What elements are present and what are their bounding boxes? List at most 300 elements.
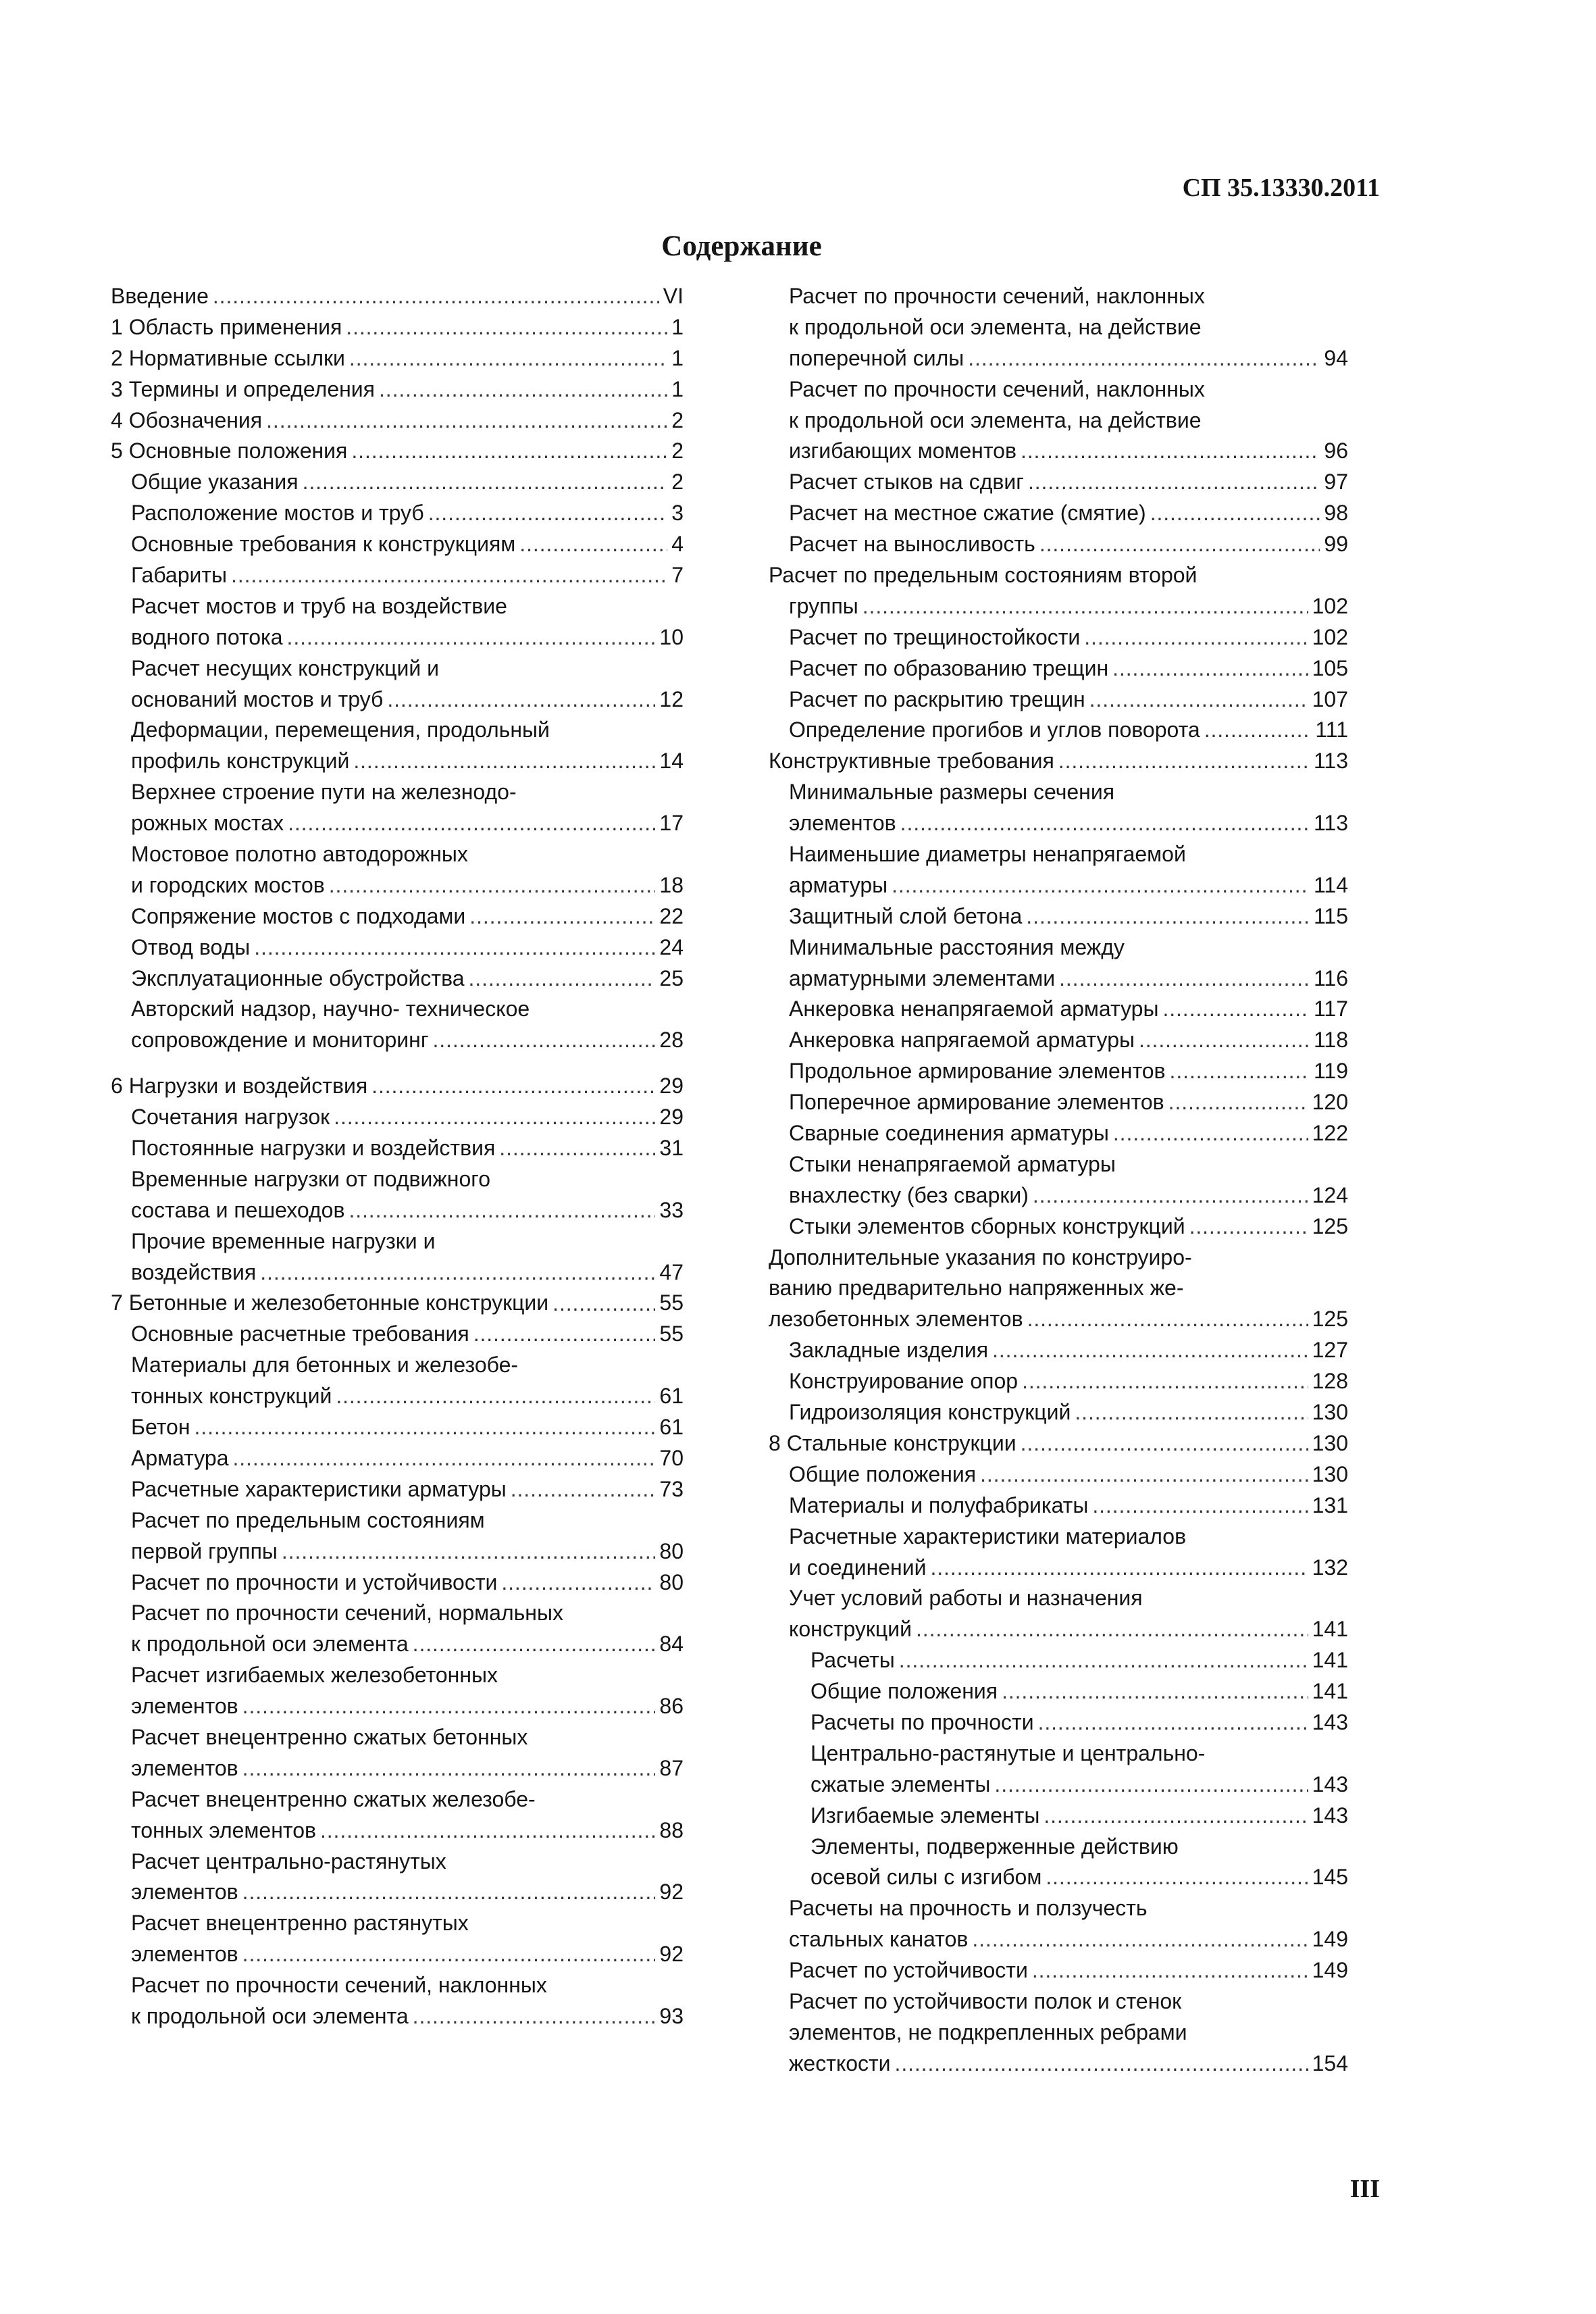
toc-leader-dots xyxy=(334,1102,655,1133)
toc-entry-title: элементов, не подкрепленных ребрами xyxy=(789,2019,1187,2044)
toc-entry xyxy=(769,715,1348,746)
toc-entry-title: Расчет по трещиностойкости xyxy=(789,624,1081,649)
toc-entry-page: 128 xyxy=(1312,1369,1348,1394)
toc-entry-page: 2 xyxy=(671,407,684,432)
toc-entry-title: лезобетонных элементов xyxy=(769,1307,1023,1332)
toc-entry-page: 1 xyxy=(671,376,684,401)
toc-entry-title: Продольное армирование элементов xyxy=(789,1059,1166,1084)
toc-entry-title: Прочие временные нагрузки и xyxy=(131,1228,436,1253)
toc-entry-title: Расчет по прочности сечений, наклонных xyxy=(789,376,1205,401)
toc-entry-title: Анкеровка напрягаемой арматуры xyxy=(789,1028,1135,1053)
toc-entry-title: Поперечное армирование элементов xyxy=(789,1090,1164,1115)
toc-entry xyxy=(111,963,684,995)
toc-entry xyxy=(769,281,1348,312)
toc-entry xyxy=(111,1536,684,1567)
toc-leader-dots xyxy=(469,963,656,995)
toc-entry xyxy=(111,1102,684,1133)
toc-leader-dots xyxy=(1170,1056,1310,1087)
toc-leader-dots xyxy=(1113,1118,1308,1149)
toc-entry xyxy=(769,1459,1348,1490)
toc-entry xyxy=(769,684,1348,715)
toc-leader-dots xyxy=(1092,1490,1308,1521)
toc-entry-page: 105 xyxy=(1312,655,1348,680)
toc-entry xyxy=(111,1195,684,1226)
toc-entry-title: группы xyxy=(789,593,858,618)
toc-entry xyxy=(111,1753,684,1784)
toc-entry-page: 18 xyxy=(659,872,684,897)
toc-entry-title: Стыки ненапрягаемой арматуры xyxy=(789,1151,1116,1176)
toc-entry-page: 97 xyxy=(1324,470,1348,495)
toc-entry-title: 2 Нормативные ссылки xyxy=(111,345,345,370)
toc-entry-title: Расчет мостов и труб на воздействие xyxy=(131,593,507,618)
toc-entry-page: 154 xyxy=(1312,2051,1348,2076)
toc-entry xyxy=(769,808,1348,839)
toc-entry xyxy=(111,436,684,467)
toc-entry-page: 143 xyxy=(1312,1709,1348,1734)
toc-entry-page: 24 xyxy=(659,934,684,959)
toc-leader-dots xyxy=(900,808,1310,839)
toc-entry-title: Защитный слой бетона xyxy=(789,903,1023,928)
toc-entry xyxy=(111,715,684,746)
toc-entry xyxy=(769,1149,1348,1180)
toc-entry-title: Бетон xyxy=(131,1415,190,1440)
toc-entry-title: Основные расчетные требования xyxy=(131,1322,469,1347)
toc-leader-dots xyxy=(501,1567,655,1599)
toc-entry-title: элементов xyxy=(789,811,896,836)
toc-leader-dots xyxy=(320,1815,655,1846)
toc-entry-title: Расположение мостов и труб xyxy=(131,501,424,526)
toc-entry xyxy=(111,1071,684,1102)
toc-entry-page: 28 xyxy=(659,1028,684,1053)
toc-entry xyxy=(769,1707,1348,1738)
toc-entry-page: 143 xyxy=(1312,1771,1348,1796)
toc-entry-title: Расчет внецентренно растянутых xyxy=(131,1911,469,1936)
toc-entry-title: Материалы и полуфабрикаты xyxy=(789,1492,1089,1517)
toc-entry-title: Расчет по раскрытию трещин xyxy=(789,686,1085,711)
toc-entry xyxy=(769,1769,1348,1801)
toc-entry-page: 92 xyxy=(659,1880,684,1905)
toc-entry-page: 1 xyxy=(671,314,684,339)
toc-entry xyxy=(111,1598,684,1629)
toc-entry xyxy=(769,1490,1348,1521)
toc-entry xyxy=(769,312,1348,343)
toc-leader-dots xyxy=(1059,963,1310,995)
toc-entry xyxy=(769,467,1348,498)
toc-entry xyxy=(111,591,684,622)
toc-entry-title: Общие положения xyxy=(789,1461,977,1486)
toc-entry-title: Временные нагрузки от подвижного xyxy=(131,1166,491,1191)
toc-entry-title: Расчет внецентренно сжатых бетонных xyxy=(131,1724,528,1749)
toc-entry xyxy=(769,1583,1348,1614)
toc-entry-page: 114 xyxy=(1313,872,1348,897)
toc-entry-page: 141 xyxy=(1312,1679,1348,1704)
toc-leader-dots xyxy=(1139,1025,1310,1056)
toc-leader-dots xyxy=(892,870,1310,901)
toc-entry xyxy=(111,932,684,963)
toc-entry-title: Сопряжение мостов с подходами xyxy=(131,903,466,928)
toc-entry-title: 8 Стальные конструкции xyxy=(769,1430,1016,1455)
toc-leader-dots xyxy=(282,1536,656,1567)
toc-leader-dots xyxy=(1032,1955,1308,1986)
toc-entry-title: Расчетные характеристики арматуры xyxy=(131,1476,507,1501)
toc-entry-title: Общие указания xyxy=(131,470,299,495)
toc-entry xyxy=(769,1862,1348,1893)
toc-entry-title: и соединений xyxy=(789,1555,927,1580)
toc-leader-dots xyxy=(195,1412,656,1443)
toc-entry xyxy=(111,1288,684,1319)
toc-entry-title: элементов xyxy=(131,1942,238,1967)
toc-entry-title: конструкций xyxy=(789,1617,912,1642)
toc-entry-page: 33 xyxy=(659,1197,684,1222)
toc-entry xyxy=(769,591,1348,622)
toc-leader-dots xyxy=(387,684,655,715)
toc-leader-dots xyxy=(895,2048,1308,2080)
toc-entry-page: 70 xyxy=(659,1445,684,1470)
toc-entry-title: Конструктивные требования xyxy=(769,749,1054,774)
toc-entry xyxy=(111,560,684,591)
toc-entry xyxy=(111,374,684,405)
toc-entry-title: Эксплуатационные обустройства xyxy=(131,965,465,990)
toc-leader-dots xyxy=(1168,1087,1308,1118)
toc-leader-dots xyxy=(413,2001,656,2032)
toc-leader-dots xyxy=(1021,436,1320,467)
toc-leader-dots xyxy=(1189,1211,1308,1242)
toc-entry xyxy=(111,1381,684,1412)
toc-entry-title: тонных конструкций xyxy=(131,1384,332,1409)
toc-entry xyxy=(111,1257,684,1288)
toc-entry xyxy=(769,1645,1348,1676)
toc-entry-title: Габариты xyxy=(131,563,228,587)
toc-entry xyxy=(769,1553,1348,1584)
toc-entry xyxy=(111,777,684,808)
toc-leader-dots xyxy=(242,1939,656,1970)
toc-leader-dots xyxy=(231,560,667,591)
toc-leader-dots xyxy=(287,622,656,653)
toc-entry-title: Элементы, подверженные действию xyxy=(810,1834,1179,1859)
toc-entry-title: Отвод воды xyxy=(131,934,251,959)
toc-entry-title: Расчеты на прочность и ползучесть xyxy=(789,1896,1148,1921)
toc-entry xyxy=(769,870,1348,901)
toc-leader-dots xyxy=(469,901,655,932)
toc-entry-page: 47 xyxy=(659,1259,684,1284)
toc-entry-page: 55 xyxy=(659,1322,684,1347)
toc-leader-dots xyxy=(432,1025,655,1056)
toc-entry-title: Расчеты по прочности xyxy=(810,1709,1034,1734)
toc-entry-title: к продольной оси элемента, на действие xyxy=(789,407,1202,432)
toc-entry-title: Верхнее строение пути на железнодо- xyxy=(131,780,517,805)
toc-entry-page: 98 xyxy=(1324,501,1348,526)
toc-entry-title: Анкеровка ненапрягаемой арматуры xyxy=(789,997,1159,1022)
toc-leader-dots xyxy=(303,467,668,498)
toc-entry-title: Дополнительные указания по конструиро- xyxy=(769,1244,1192,1269)
toc-entry-page: 127 xyxy=(1312,1338,1348,1363)
toc-leader-dots xyxy=(254,932,655,963)
toc-entry-title: Расчет изгибаемых железобетонных xyxy=(131,1663,498,1688)
toc-entry-page: 130 xyxy=(1312,1400,1348,1425)
toc-entry xyxy=(111,622,684,653)
toc-entry xyxy=(111,839,684,870)
toc-entry-title: элементов xyxy=(131,1755,238,1780)
toc-entry-page: 119 xyxy=(1313,1059,1348,1084)
toc-leader-dots xyxy=(972,1924,1308,1955)
toc-leader-dots xyxy=(1039,529,1320,560)
toc-entry xyxy=(111,1025,684,1056)
toc-entry xyxy=(111,1474,684,1505)
toc-leader-dots xyxy=(1028,467,1320,498)
toc-entry xyxy=(111,1133,684,1164)
page-number: III xyxy=(1349,2175,1380,2203)
toc-entry xyxy=(769,1366,1348,1397)
toc-entry xyxy=(111,1846,684,1878)
toc-entry xyxy=(111,1412,684,1443)
toc-entry-title: Стыки элементов сборных конструкций xyxy=(789,1213,1185,1238)
toc-entry xyxy=(769,529,1348,560)
toc-entry xyxy=(111,343,684,374)
toc-entry-title: внахлестку (без сварки) xyxy=(789,1182,1029,1207)
toc-entry xyxy=(769,622,1348,653)
toc-entry-title: Расчет по предельным состояниям второй xyxy=(769,563,1198,587)
toc-leader-dots xyxy=(346,312,667,343)
toc-entry-title: Расчет по прочности сечений, наклонных xyxy=(789,283,1205,308)
toc-entry-title: элементов xyxy=(131,1694,238,1719)
toc-leader-dots xyxy=(260,1257,655,1288)
toc-entry-title: 7 Бетонные и железобетонные конструкции xyxy=(111,1290,549,1315)
toc-entry xyxy=(769,374,1348,405)
toc-leader-dots xyxy=(519,529,667,560)
toc-entry xyxy=(769,963,1348,995)
toc-entry xyxy=(111,312,684,343)
toc-entry-page: 92 xyxy=(659,1942,684,1967)
toc-entry xyxy=(769,777,1348,808)
toc-entry-page: 2 xyxy=(671,470,684,495)
toc-entry-title: изгибающих моментов xyxy=(789,438,1016,463)
toc-entry xyxy=(111,684,684,715)
toc-entry-title: тонных элементов xyxy=(131,1817,316,1842)
toc-entry-title: Минимальные расстояния между xyxy=(789,934,1125,959)
toc-entry-page: 17 xyxy=(659,811,684,836)
toc-leader-dots xyxy=(349,343,667,374)
toc-entry-page: 115 xyxy=(1313,903,1348,928)
toc-entry-page: 125 xyxy=(1312,1213,1348,1238)
toc-leader-dots xyxy=(288,808,655,839)
toc-entry-page: 116 xyxy=(1313,965,1348,990)
toc-entry-title: Деформации, перемещения, продольный xyxy=(131,718,550,743)
toc-entry-title: 4 Обозначения xyxy=(111,407,263,432)
toc-entry xyxy=(769,994,1348,1025)
toc-entry-title: Гидроизоляция конструкций xyxy=(789,1400,1071,1425)
toc-entry-page: 12 xyxy=(659,686,684,711)
toc-entry-page: 1 xyxy=(671,345,684,370)
toc-entry xyxy=(769,653,1348,684)
toc-leader-dots xyxy=(232,1443,655,1474)
toc-entry-title: Мостовое полотно автодорожных xyxy=(131,842,468,867)
toc-entry xyxy=(769,2017,1348,2048)
toc-leader-dots xyxy=(1162,994,1310,1025)
toc-entry-page: 93 xyxy=(659,2003,684,2028)
toc-entry xyxy=(769,436,1348,467)
toc-entry-title: поперечной силы xyxy=(789,345,964,370)
toc-entry-title: Расчет по прочности сечений, наклонных xyxy=(131,1973,547,1998)
toc-entry-title: и городских мостов xyxy=(131,872,325,897)
toc-leader-dots xyxy=(242,1691,656,1722)
toc-leader-dots xyxy=(329,870,656,901)
toc-entry-page: 149 xyxy=(1312,1958,1348,1983)
toc-entry-page: 96 xyxy=(1324,438,1348,463)
toc-leader-dots xyxy=(336,1381,655,1412)
toc-entry-title: Постоянные нагрузки и воздействия xyxy=(131,1136,496,1161)
toc-entry xyxy=(111,1815,684,1846)
toc-entry-title: Наименьшие диаметры ненапрягаемой xyxy=(789,842,1186,867)
toc-entry xyxy=(769,1087,1348,1118)
toc-entry xyxy=(769,1397,1348,1428)
toc-leader-dots xyxy=(968,343,1320,374)
toc-entry-page: 10 xyxy=(659,624,684,649)
toc-entry-page: 94 xyxy=(1324,345,1348,370)
toc-entry-page: VI xyxy=(663,283,684,308)
toc-entry xyxy=(769,1025,1348,1056)
toc-entry xyxy=(111,1908,684,1939)
toc-column-left xyxy=(111,281,684,2032)
toc-entry-page: 143 xyxy=(1312,1803,1348,1828)
toc-entry-title: рожных мостах xyxy=(131,811,284,836)
toc-entry xyxy=(111,746,684,777)
toc-leader-dots xyxy=(242,1877,656,1908)
toc-entry xyxy=(111,1443,684,1474)
toc-entry-title: осевой силы с изгибом xyxy=(810,1865,1042,1890)
toc-leader-dots xyxy=(371,1071,655,1102)
toc-entry-page: 61 xyxy=(659,1415,684,1440)
toc-leader-dots xyxy=(1022,1366,1308,1397)
toc-leader-dots xyxy=(242,1753,656,1784)
toc-entry-page: 102 xyxy=(1312,624,1348,649)
toc-entry-title: к продольной оси элемента xyxy=(131,2003,409,2028)
toc-entry xyxy=(111,498,684,529)
toc-leader-dots xyxy=(980,1459,1308,1490)
toc-entry-page: 130 xyxy=(1312,1430,1348,1455)
toc-entry xyxy=(769,839,1348,870)
toc-entry xyxy=(111,1319,684,1350)
toc-entry-page: 149 xyxy=(1312,1927,1348,1952)
toc-entry-page: 87 xyxy=(659,1755,684,1780)
toc-entry-title: жесткости xyxy=(789,2051,891,2076)
toc-leader-dots xyxy=(351,436,667,467)
toc-entry-title: водного потока xyxy=(131,624,283,649)
toc-leader-dots xyxy=(266,405,667,436)
toc-entry xyxy=(769,1056,1348,1087)
toc-entry xyxy=(769,1211,1348,1242)
toc-entry-title: Введение xyxy=(111,283,209,308)
toc-leader-dots xyxy=(428,498,667,529)
toc-entry-page: 107 xyxy=(1312,686,1348,711)
toc-entry-title: 3 Термины и определения xyxy=(111,376,375,401)
toc-entry-title: Арматура xyxy=(131,1445,229,1470)
toc-entry-page: 61 xyxy=(659,1384,684,1409)
toc-leader-dots xyxy=(552,1288,655,1319)
toc-entry-title: ванию предварительно напряженных же- xyxy=(769,1276,1184,1301)
toc-entry-page: 88 xyxy=(659,1817,684,1842)
toc-entry-title: 5 Основные положения xyxy=(111,438,348,463)
toc-leader-dots xyxy=(1038,1707,1308,1738)
toc-entry-page: 130 xyxy=(1312,1461,1348,1486)
toc-entry-title: Материалы для бетонных и железобе- xyxy=(131,1353,519,1378)
toc-leader-dots xyxy=(413,1629,656,1660)
toc-entry-title: к продольной оси элемента xyxy=(131,1632,409,1657)
toc-leader-dots xyxy=(1204,715,1312,746)
toc-leader-dots xyxy=(1058,746,1310,777)
toc-entry xyxy=(111,2001,684,2032)
toc-entry-page: 141 xyxy=(1312,1648,1348,1673)
toc-entry-page: 125 xyxy=(1312,1307,1348,1332)
toc-leader-dots xyxy=(1033,1180,1308,1211)
toc-entry xyxy=(769,1428,1348,1459)
toc-entry-title: арматуры xyxy=(789,872,888,897)
toc-entry-title: сопровождение и мониторинг xyxy=(131,1028,429,1053)
toc-entry xyxy=(111,1939,684,1970)
toc-entry xyxy=(769,498,1348,529)
toc-entry-page: 131 xyxy=(1312,1492,1348,1517)
toc-entry xyxy=(769,1118,1348,1149)
toc-entry xyxy=(769,932,1348,963)
toc-entry-page: 132 xyxy=(1312,1555,1348,1580)
toc-entry xyxy=(769,1801,1348,1832)
toc-entry xyxy=(111,1629,684,1660)
toc-entry xyxy=(769,901,1348,932)
toc-entry-page: 141 xyxy=(1312,1617,1348,1642)
toc-leader-dots xyxy=(353,746,655,777)
toc-entry-title: первой группы xyxy=(131,1538,278,1563)
toc-entry xyxy=(111,870,684,901)
toc-entry xyxy=(111,467,684,498)
toc-entry-title: Расчет стыков на сдвиг xyxy=(789,470,1024,495)
toc-entry-title: Расчет внецентренно сжатых железобе- xyxy=(131,1786,536,1811)
toc-entry-title: Расчет по предельным состояниям xyxy=(131,1507,485,1532)
toc-leader-dots xyxy=(1075,1397,1308,1428)
toc-entry xyxy=(769,1614,1348,1645)
toc-entry-title: Расчет несущих конструкций и xyxy=(131,655,439,680)
toc-entry xyxy=(111,808,684,839)
toc-entry xyxy=(769,1676,1348,1707)
toc-entry-page: 80 xyxy=(659,1538,684,1563)
toc-entry xyxy=(111,1350,684,1381)
toc-entry-title: Изгибаемые элементы xyxy=(810,1803,1040,1828)
toc-entry-page: 25 xyxy=(659,965,684,990)
toc-entry xyxy=(111,405,684,436)
toc-entry-page: 22 xyxy=(659,903,684,928)
toc-entry xyxy=(111,529,684,560)
toc-entry-title: оснований мостов и труб xyxy=(131,686,384,711)
toc-entry-title: Сварные соединения арматуры xyxy=(789,1121,1109,1146)
toc-entry xyxy=(111,281,684,312)
toc-entry xyxy=(769,405,1348,436)
toc-entry-page: 29 xyxy=(659,1105,684,1130)
toc-entry xyxy=(769,560,1348,591)
toc-entry-page: 14 xyxy=(659,749,684,774)
toc-entry-page: 29 xyxy=(659,1074,684,1099)
toc-entry-title: Основные требования к конструкциям xyxy=(131,532,516,557)
toc-leader-dots xyxy=(994,1769,1308,1801)
toc-entry-title: Определение прогибов и углов поворота xyxy=(789,718,1200,743)
toc-entry-title: профиль конструкций xyxy=(131,749,350,774)
toc-entry xyxy=(111,1691,684,1722)
toc-entry xyxy=(111,1877,684,1908)
toc-entry-title: стальных канатов xyxy=(789,1927,969,1952)
toc-entry xyxy=(111,994,684,1025)
toc-entry-page: 4 xyxy=(671,532,684,557)
toc-entry-page: 31 xyxy=(659,1136,684,1161)
toc-leader-dots xyxy=(992,1335,1308,1366)
toc-entry-title: Расчет по прочности сечений, нормальных xyxy=(131,1601,563,1626)
toc-entry xyxy=(769,1242,1348,1274)
